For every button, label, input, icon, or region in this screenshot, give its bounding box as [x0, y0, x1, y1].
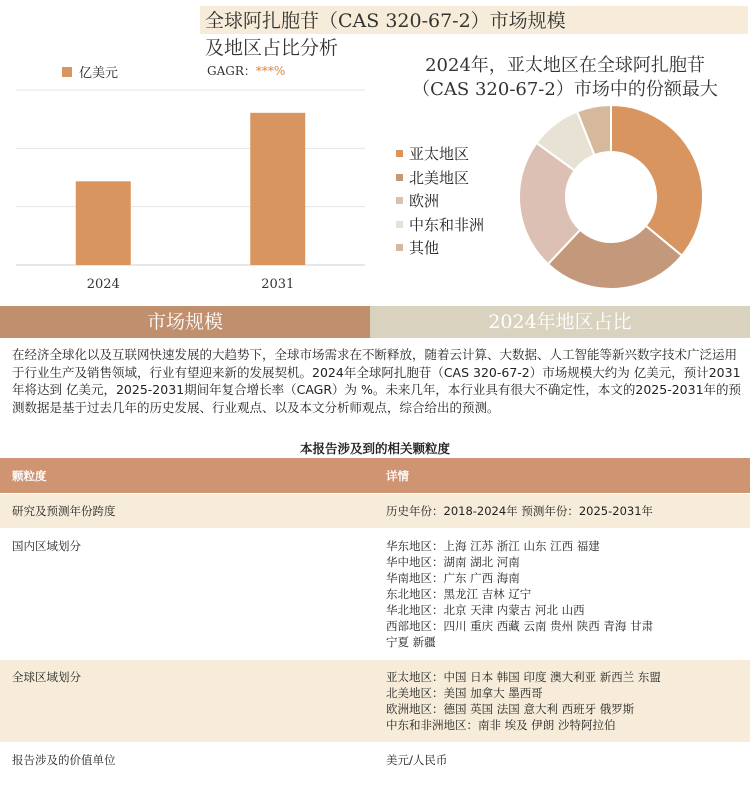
bar-legend-swatch	[62, 67, 72, 77]
table-detail-line: 华东地区：上海 江苏 浙江 山东 江西 福建	[386, 539, 600, 553]
cagr-value: ***%	[255, 64, 286, 78]
table-cell-granularity: 研究及预测年份跨度	[12, 504, 116, 518]
donut-legend-swatch	[396, 197, 403, 204]
donut-legend-item	[396, 236, 484, 260]
cagr-text: GAGR：	[207, 64, 256, 78]
table-body	[0, 493, 750, 777]
donut-legend-swatch	[396, 150, 403, 157]
section-market-size: 市场规模	[0, 306, 370, 338]
page-title-line2: 及地区占比分析	[205, 37, 339, 59]
table-detail-line: 华中地区：湖南 湖北 河南	[386, 555, 520, 569]
table-cell-details	[372, 660, 750, 742]
donut-title-line1: 2024年，亚太地区在全球阿扎胞苷	[425, 55, 705, 76]
table-detail-line: 华北地区：北京 天津 内蒙古 河北 山西	[386, 603, 585, 617]
donut-title-line2: （CAS 320-67-2）市场中的份额最大	[412, 79, 718, 100]
donut-legend-label: 欧洲	[409, 192, 440, 211]
bar-legend-label: 亿美元	[79, 66, 119, 81]
donut-title	[380, 54, 750, 102]
table-detail-line: 北美地区：美国 加拿大 墨西哥	[386, 686, 543, 700]
table-detail-line: 亚太地区：中国 日本 韩国 印度 澳大利亚 新西兰 东盟	[386, 670, 661, 684]
table-row	[0, 742, 750, 777]
table-detail-line: 华南地区：广东 广西 海南	[386, 571, 520, 585]
donut-legend	[396, 142, 484, 260]
intro-paragraph: 在经济全球化以及互联网快速发展的大趋势下，全球市场需求在不断释放，随着云计算、大数据、人工智能等新兴数字技术广泛运用于行业生产及销售领域，行业有望迎来新的发展契机。2024年全球阿扎胞苷（CAS 320-67-2）市场规模大约为 亿美元，预计2031年将达到 亿美元，2025-2031期间年复合增长率（CAGR）为 %。未来几年，本行业具有很大不确定性，本文的2025-2031年的预测数据是基于过去几年的历史发展、行业观点、以及本文分析师观点，综合给出的预测。	[12, 347, 742, 415]
table-header-row	[0, 458, 750, 493]
donut-legend-label: 中东和非洲	[409, 215, 485, 234]
table-cell-details	[372, 743, 750, 777]
table-cell-granularity: 全球区域划分	[12, 670, 81, 684]
table-cell-details	[372, 529, 750, 659]
donut-legend-item	[396, 142, 484, 166]
donut-legend-swatch	[396, 244, 403, 251]
bar-tick-label: 2031	[261, 277, 295, 292]
table-detail-line: 西部地区：四川 重庆 西藏 云南 贵州 陕西 青海 甘肃	[386, 619, 654, 633]
granularity-table	[0, 458, 750, 777]
donut-legend-label: 其他	[409, 239, 440, 258]
donut-legend-label: 亚太地区	[409, 145, 470, 164]
table-detail-line: 宁夏 新疆	[386, 635, 436, 649]
donut-slice-0	[611, 105, 703, 256]
bar-2024	[76, 181, 131, 265]
bar-2031	[250, 113, 305, 265]
donut-legend-item	[396, 189, 484, 213]
donut-legend-item	[396, 213, 484, 237]
table-row	[0, 493, 750, 528]
bar-legend	[62, 62, 118, 81]
donut-chart	[518, 104, 704, 290]
bar-tick-label: 2024	[86, 277, 120, 292]
table-row	[0, 528, 750, 659]
section-region-share: 2024年地区占比	[370, 306, 750, 338]
table-detail-line: 欧洲地区：德国 英国 法国 意大利 西班牙 俄罗斯	[386, 702, 635, 716]
table-detail-line: 东北地区：黑龙江 吉林 辽宁	[386, 587, 532, 601]
table-cell-granularity: 国内区域划分	[12, 539, 81, 553]
table-header-details: 详情	[386, 468, 409, 483]
donut-legend-item	[396, 166, 484, 190]
table-detail-line: 美元/人民币	[386, 753, 448, 767]
bar-chart	[0, 80, 370, 300]
table-header-granularity: 颗粒度	[12, 468, 47, 483]
cagr-label	[207, 62, 285, 79]
page-title-line1: 全球阿扎胞苷（CAS 320-67-2）市场规模	[205, 10, 566, 32]
table-title: 本报告涉及到的相关颗粒度	[299, 441, 450, 456]
table-detail-line: 中东和非洲地区：南非 埃及 伊朗 沙特阿拉伯	[386, 718, 616, 732]
table-cell-details	[372, 494, 750, 528]
donut-legend-swatch	[396, 174, 403, 181]
donut-legend-label: 北美地区	[409, 168, 470, 187]
table-cell-granularity: 报告涉及的价值单位	[12, 753, 116, 767]
table-detail-line: 历史年份：2018-2024年 预测年份：2025-2031年	[386, 504, 654, 518]
table-row	[0, 659, 750, 742]
donut-legend-swatch	[396, 221, 403, 228]
